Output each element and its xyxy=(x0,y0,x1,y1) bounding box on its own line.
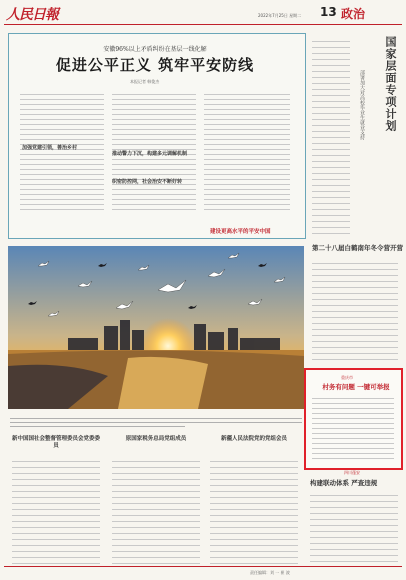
lead-byline: 本报记者 韩俊杰 xyxy=(130,79,160,84)
page-section: 政治 xyxy=(341,7,366,21)
middle-headline: 第二十八届白鹤南年冬令营开营 xyxy=(312,244,403,252)
sunset-gulls-photo xyxy=(8,246,304,409)
footer-editors: 责任编辑：刘 一 崔 波 xyxy=(250,570,290,575)
issue-date: 2022年7月25日 星期二 xyxy=(258,13,302,18)
right-lower-body xyxy=(310,490,398,562)
bottom-article-3-title: 新疆人民法院党的党组会员 xyxy=(220,436,287,442)
bottom-article-1-title: 新中国国社会整督管理委员会党委委员 xyxy=(12,436,101,449)
lead-subhead-3: 织密防控网，社会治安不断好转 xyxy=(112,179,183,185)
lead-subhead-2: 推动警力下沉，构建多元调解机制 xyxy=(112,151,188,157)
page-number: 13 xyxy=(320,5,337,19)
side-article-subtitle: 部署加大对高校毕业生就业支持 xyxy=(359,70,365,140)
bottom-article-3-body xyxy=(210,456,298,562)
bottom-article-2-title: 原国家税务总局党组成员 xyxy=(125,436,187,442)
highlight-title: 村务有问题 一键可举报 xyxy=(322,383,390,391)
header-rule xyxy=(4,24,402,25)
right-lower-kicker: 四川蓬安 xyxy=(344,470,360,475)
highlight-body-text xyxy=(312,394,394,460)
right-lower-headline: 构建联动体系 严查违规 xyxy=(310,479,378,487)
bottom-article-2-body xyxy=(112,456,200,562)
middle-body-text xyxy=(312,258,398,362)
bottom-article-1-body xyxy=(12,456,100,562)
lead-kicker: 安徽96%以上矛盾纠纷在基层一线化解 xyxy=(103,46,207,53)
side-article-title: 国家层面专项计划 xyxy=(384,36,397,132)
footer-rule xyxy=(4,566,402,567)
lead-banner: 建设更高水平的平安中国 xyxy=(210,229,271,235)
photo-caption xyxy=(10,415,302,429)
side-body-text xyxy=(312,36,350,236)
newspaper-logo: 人民日報 xyxy=(6,7,58,23)
lead-subhead-1: 加强党建引领，善治乡村 xyxy=(22,145,78,151)
lead-headline: 促进公平正义 筑牢平安防线 xyxy=(55,56,255,74)
highlight-kicker: 重庆市 xyxy=(341,375,353,380)
